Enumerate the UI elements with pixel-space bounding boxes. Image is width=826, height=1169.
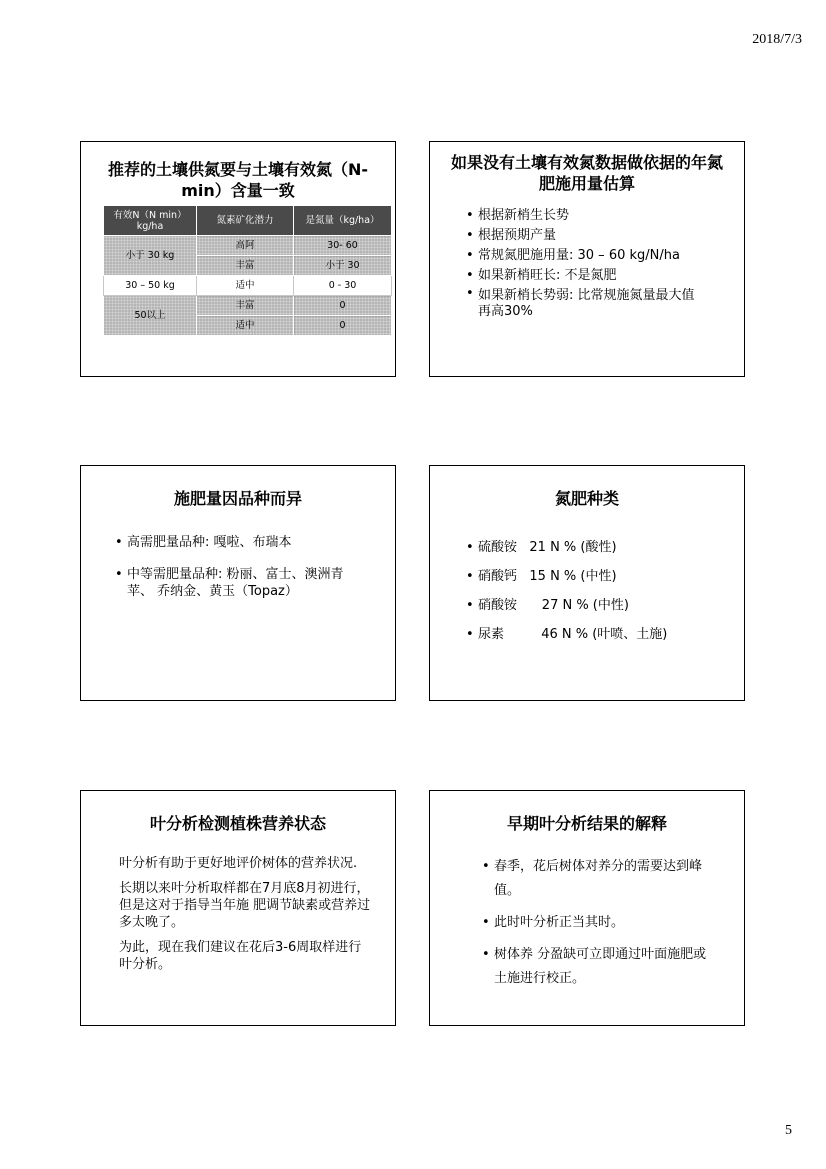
table-header-cell: 是氮量（kg/ha） [294,206,392,236]
page-number: 5 [785,1123,792,1138]
list-item: • 硝酸钙 15 N % (中性) [466,568,736,585]
table-header-cell: 有效N（N min）kg/ha [104,206,197,236]
table-row [104,296,392,316]
table-cell: 丰富 [197,296,294,316]
page-date: 2018/7/3 [752,32,802,47]
bullet-list [482,855,714,999]
table-cell: 高阿 [197,236,294,256]
nitrogen-table [103,205,392,336]
slide-title: 如果没有土壤有效氮数据做依据的年氮肥施用量估算 [450,153,723,193]
slide-title: 氮肥种类 [554,489,619,508]
table-cell: 0 [294,296,392,316]
list-item: • 中等需肥量品种: 粉丽、富士、澳洲青苹、 乔纳金、黄玉（Topaz） [115,566,359,600]
table-cell-group: 30 – 50 kg [104,276,197,296]
bullet-list [115,534,375,615]
slide-1 [80,141,396,377]
slide-5 [80,790,396,1026]
list-item: • 高需肥量品种: 嘎啦、布瑞本 [115,534,375,551]
table-cell: 适中 [197,276,294,296]
slide-2 [429,141,745,377]
table-row [104,276,392,296]
table-cell: 丰富 [197,256,294,276]
table-header-cell: 氮素矿化潜力 [197,206,294,236]
bullet-list [466,206,736,320]
slide-3 [80,465,396,701]
paragraph: 叶分析有助于更好地评价树体的营养状况. [119,856,358,871]
paragraph-group [119,855,373,981]
table-cell: 0 - 30 [294,276,392,296]
table-cell: 0 [294,316,392,336]
paragraph: 长期以来叶分析取样都在7月底8月初进行，但是这对于指导当年施 肥调节缺素或营养过多太晚了。 [119,881,371,930]
list-item: • 如果新梢长势弱: 比常规施氮量最大值再高30% [466,286,706,320]
list-item: • 常规氮肥施用量: 30 – 60 kg/N/ha [466,246,736,266]
list-item: • 如果新梢旺长: 不是氮肥 [466,266,736,286]
list-item: • 硝酸铵 27 N % (中性) [466,597,736,614]
list-item: • 根据预期产量 [466,226,736,246]
table-cell-group: 小于 30 kg [104,236,197,276]
table-row [104,236,392,256]
list-item: • 此时叶分析正当其时。 [482,911,714,935]
list-item: • 尿素 46 N % (叶喷、土施) [466,626,736,643]
slide-title: 推荐的土壤供氮要与土壤有效氮（N-min）含量一致 [107,160,369,200]
paragraph: 为此，现在我们建议在花后3-6周取样进行叶分析。 [119,940,362,972]
table-cell: 30- 60 [294,236,392,256]
list-item: • 根据新梢生长势 [466,206,736,226]
slide-title: 施肥量因品种而异 [173,489,302,508]
table-cell-group: 50以上 [104,296,197,336]
slide-4 [429,465,745,701]
list-item: • 树体养 分盈缺可立即通过叶面施肥或土施进行校正。 [482,943,714,991]
bullet-list [466,539,736,655]
list-item: • 硫酸铵 21 N % (酸性) [466,539,736,556]
table-cell: 小于 30 [294,256,392,276]
slide-title: 叶分析检测植株营养状态 [149,814,326,833]
table-cell: 适中 [197,316,294,336]
table-header-row [104,206,392,236]
slide-6 [429,790,745,1026]
list-item: • 春季，花后树体对养分的需要达到峰值。 [482,855,714,903]
slide-title: 早期叶分析结果的解释 [506,814,667,833]
